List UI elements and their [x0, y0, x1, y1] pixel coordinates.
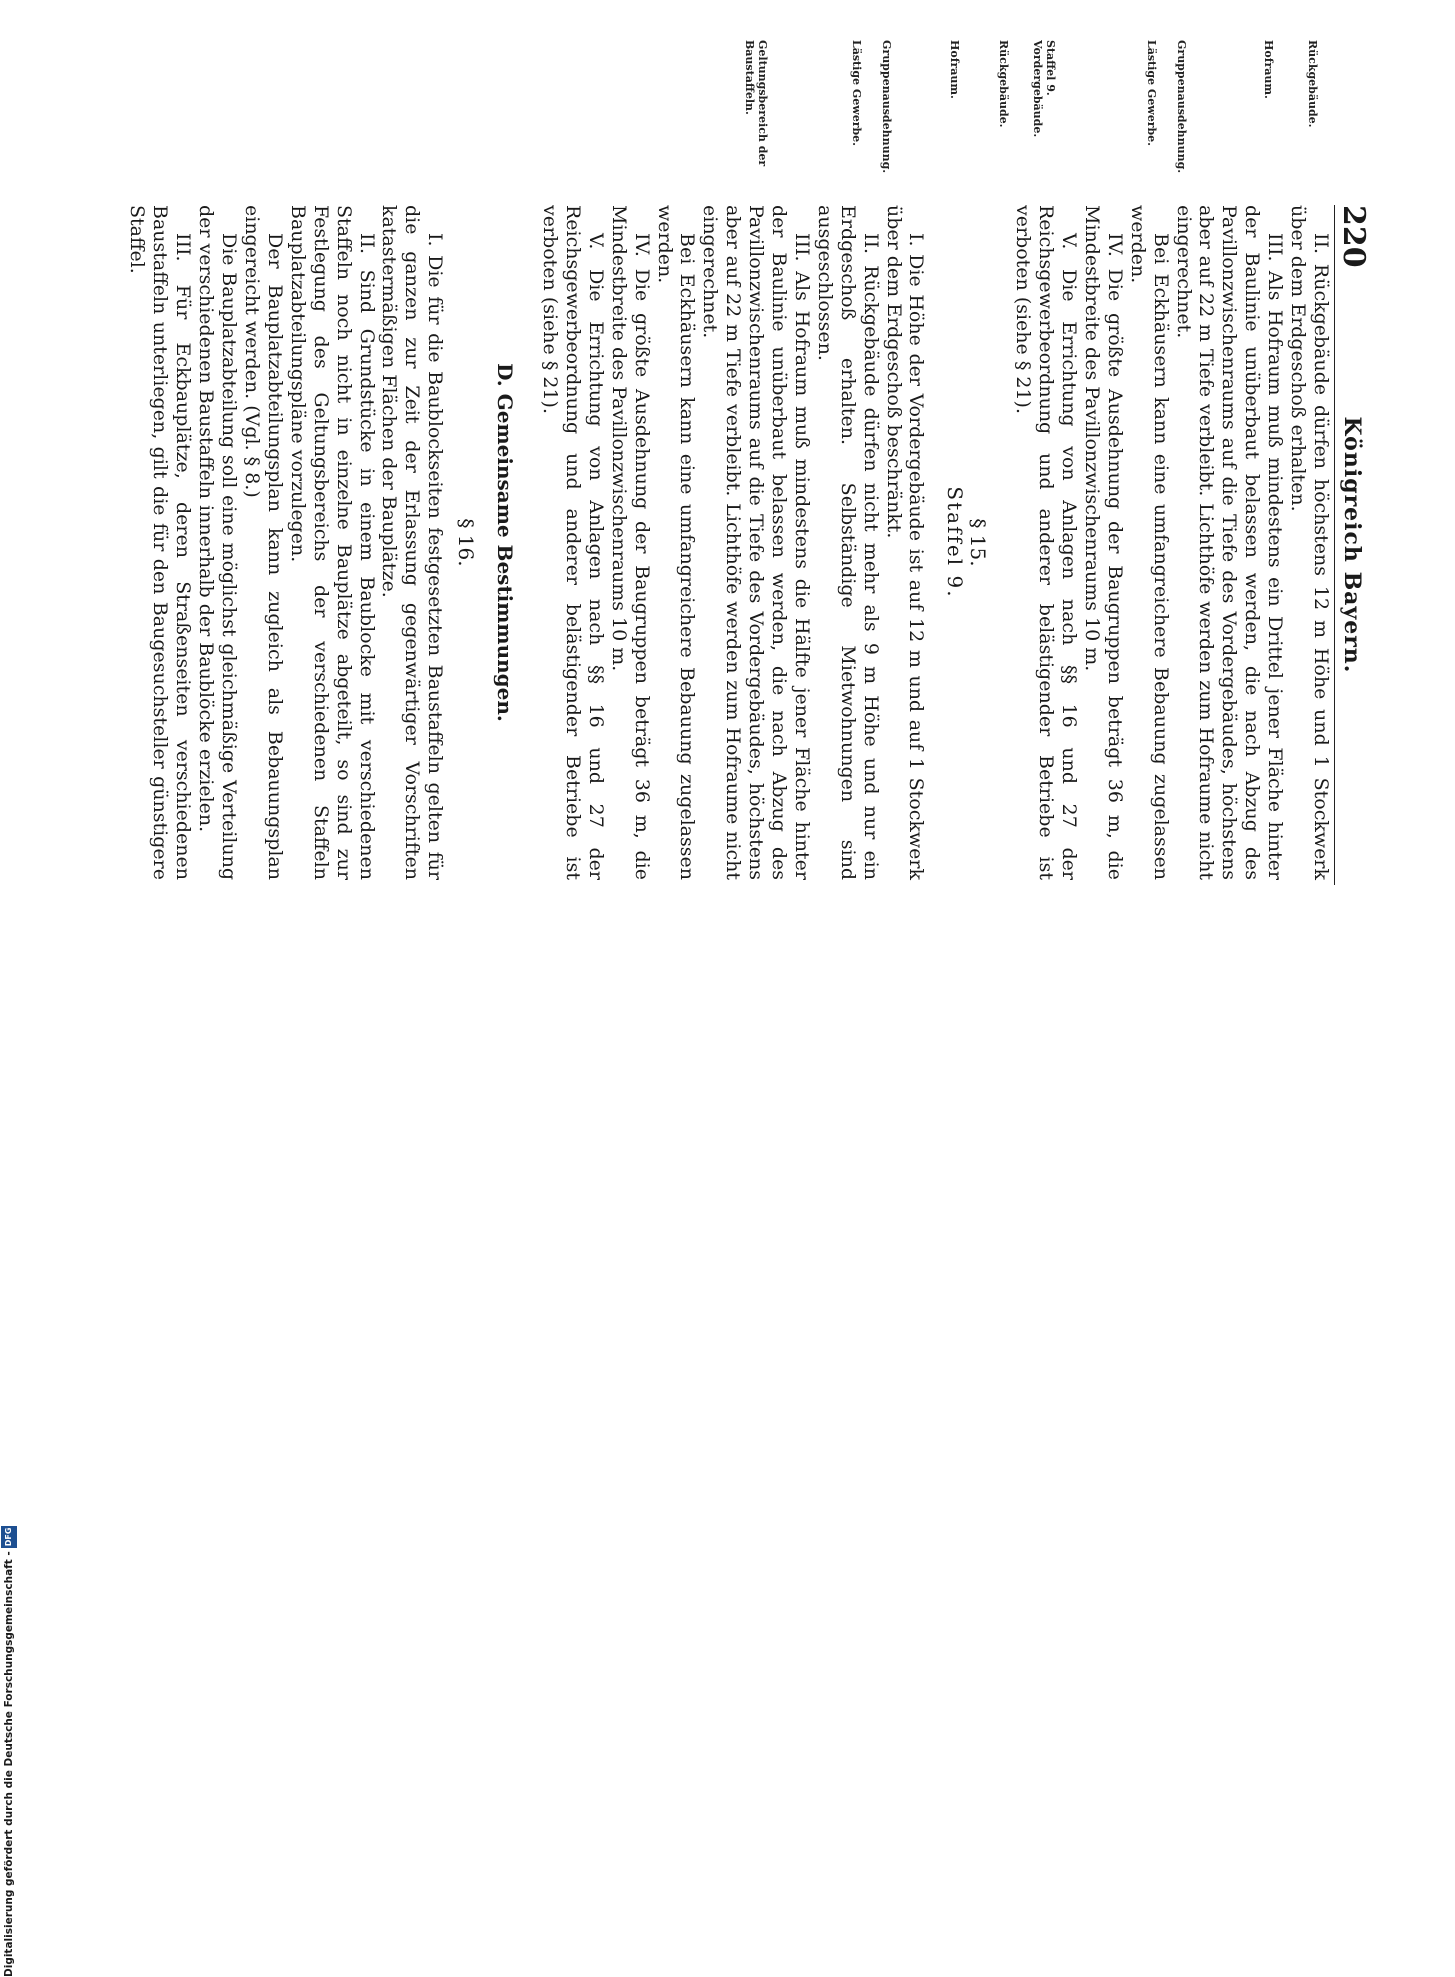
- paragraph: V. Die Errichtung von Anlagen nach §§ 16 und 27 der Reichsgewerbeordnung und anderer belästigender Betriebe ist verboten (siehe § 21).: [539, 205, 607, 880]
- dfg-logo: DFG: [1, 1526, 17, 1549]
- paragraph: II. Rückgebäude dürfen nicht mehr als 9 m Höhe und nur ein Erdgeschoß erhalten. Selbständige Mietwohnungen sind ausgeschlossen.: [813, 205, 882, 880]
- running-title: Königreich Bayern.: [1339, 416, 1365, 674]
- margin-note: Lästige Gewerbe.: [1145, 40, 1158, 147]
- paragraph: I. Die für die Baublockseiten festgesetzten Baustaffeln gelten für die ganzen zur Zeit der Erlassung gegenwärtiger Vorschriften katastermäßigen Flächen der Bauplätze.: [378, 205, 447, 880]
- margin-note: Geltungsbereich der Baustaffeln.: [743, 40, 769, 167]
- paragraph: III. Als Hofraum muß mindestens ein Drittel jener Fläche hinter der Baulinie unüberbaut belassen werden, die nach Abzug des Pavillonzwischenraums auf die Tiefe des Vordergebäudes, höchstens aber auf 22 m Tiefe verbleibt. Lichthöfe werden zum Hofraume nicht eingerechnet.: [1172, 205, 1287, 880]
- paragraph: V. Die Errichtung von Anlagen nach §§ 16 und 27 der Reichsgewerbeordnung und anderer belästigender Betriebe ist verboten (siehe § 21).: [1012, 205, 1081, 880]
- margin-note: Hofraum.: [948, 40, 961, 99]
- section-number: § 15.: [966, 518, 991, 567]
- document-body: [126, 205, 1332, 880]
- margin-note: Hofraum.: [1262, 40, 1275, 99]
- paragraph: Bei Eckhäusern kann eine umfangreichere Bebauung zugelassen werden.: [653, 205, 699, 880]
- margin-note: Gruppenausdehnung.: [880, 40, 893, 174]
- paragraph: III. Als Hofraum muß mindestens die Hälfte jener Fläche hinter der Baulinie unüberbaut belassen werden, die nach Abzug des Pavillonzwischenraums auf die Tiefe des Vordergebäudes, höchstens aber auf 22 m Tiefe verbleibt. Lichthöfe werden zum Hofraume nicht eingerechnet.: [699, 205, 813, 880]
- paragraph: Der Bauplatzabteilungsplan kann zugleich als Bebauungsplan eingereicht werden. (Vgl. § 8.): [241, 205, 286, 880]
- paragraph: IV. Die größte Ausdehnung der Baugruppen beträgt 36 m, die Mindestbreite des Pavillonzwischenraums 10 m.: [1080, 205, 1126, 880]
- margin-note: Gruppenausdehnung.: [1175, 40, 1188, 174]
- paragraph: I. Die Höhe der Vordergebäude ist auf 12 m und auf 1 Stockwerk über dem Erdgeschoß beschränkt.: [882, 205, 928, 880]
- margin-note: Rückgebäude.: [1306, 40, 1319, 128]
- margin-note: Staffel 9. Vordergebäude.: [1031, 40, 1057, 138]
- section-title: Staffel 9.: [943, 486, 968, 599]
- paragraph: II. Rückgebäude dürfen höchstens 12 m Höhe und 1 Stockwerk über dem Erdgeschoß erhalten.: [1287, 205, 1332, 880]
- chapter-heading: D. Gemeinsame Bestimmungen.: [493, 363, 518, 722]
- paragraph: II. Sind Grundstücke in einem Baublocke mit verschiedenen Staffeln noch nicht in einzelne Bauplätze abgeteilt, so sind zur Festlegung des Geltungsbereichs der verschiedenen Staffeln Bauplatzabteilungspläne vorzulegen.: [286, 205, 378, 880]
- page-header: [1334, 205, 1369, 885]
- paragraph: Bei Eckhäusern kann eine umfangreichere Bebauung zugelassen werden.: [1126, 205, 1172, 880]
- paragraph: IV. Die größte Ausdehnung der Baugruppen beträgt 36 m, die Mindestbreite des Pavillonzwischenraums 10 m.: [607, 205, 653, 880]
- paragraph: Die Bauplatzabteilung soll eine möglichst gleichmäßige Verteilung der verschiedenen Baustaffeln innerhalb der Baublöcke erzielen.: [195, 205, 241, 880]
- margin-note: Lästige Gewerbe.: [850, 40, 863, 147]
- paragraph: III. Für Eckbauplätze, deren Straßenseiten verschiedenen Baustaffeln unterliegen, gilt die für den Baugesuchsteller günstigere Staffel.: [126, 205, 195, 880]
- dfg-notice-text: Digitalisierung gefördert durch die Deutsche Forschungsgemeinschaft -: [3, 1551, 15, 1977]
- dfg-footer-notice: [1, 1526, 17, 1977]
- section-number: § 16.: [454, 518, 479, 567]
- margin-note: Rückgebäude.: [997, 40, 1010, 128]
- page-number: 220: [1336, 205, 1371, 268]
